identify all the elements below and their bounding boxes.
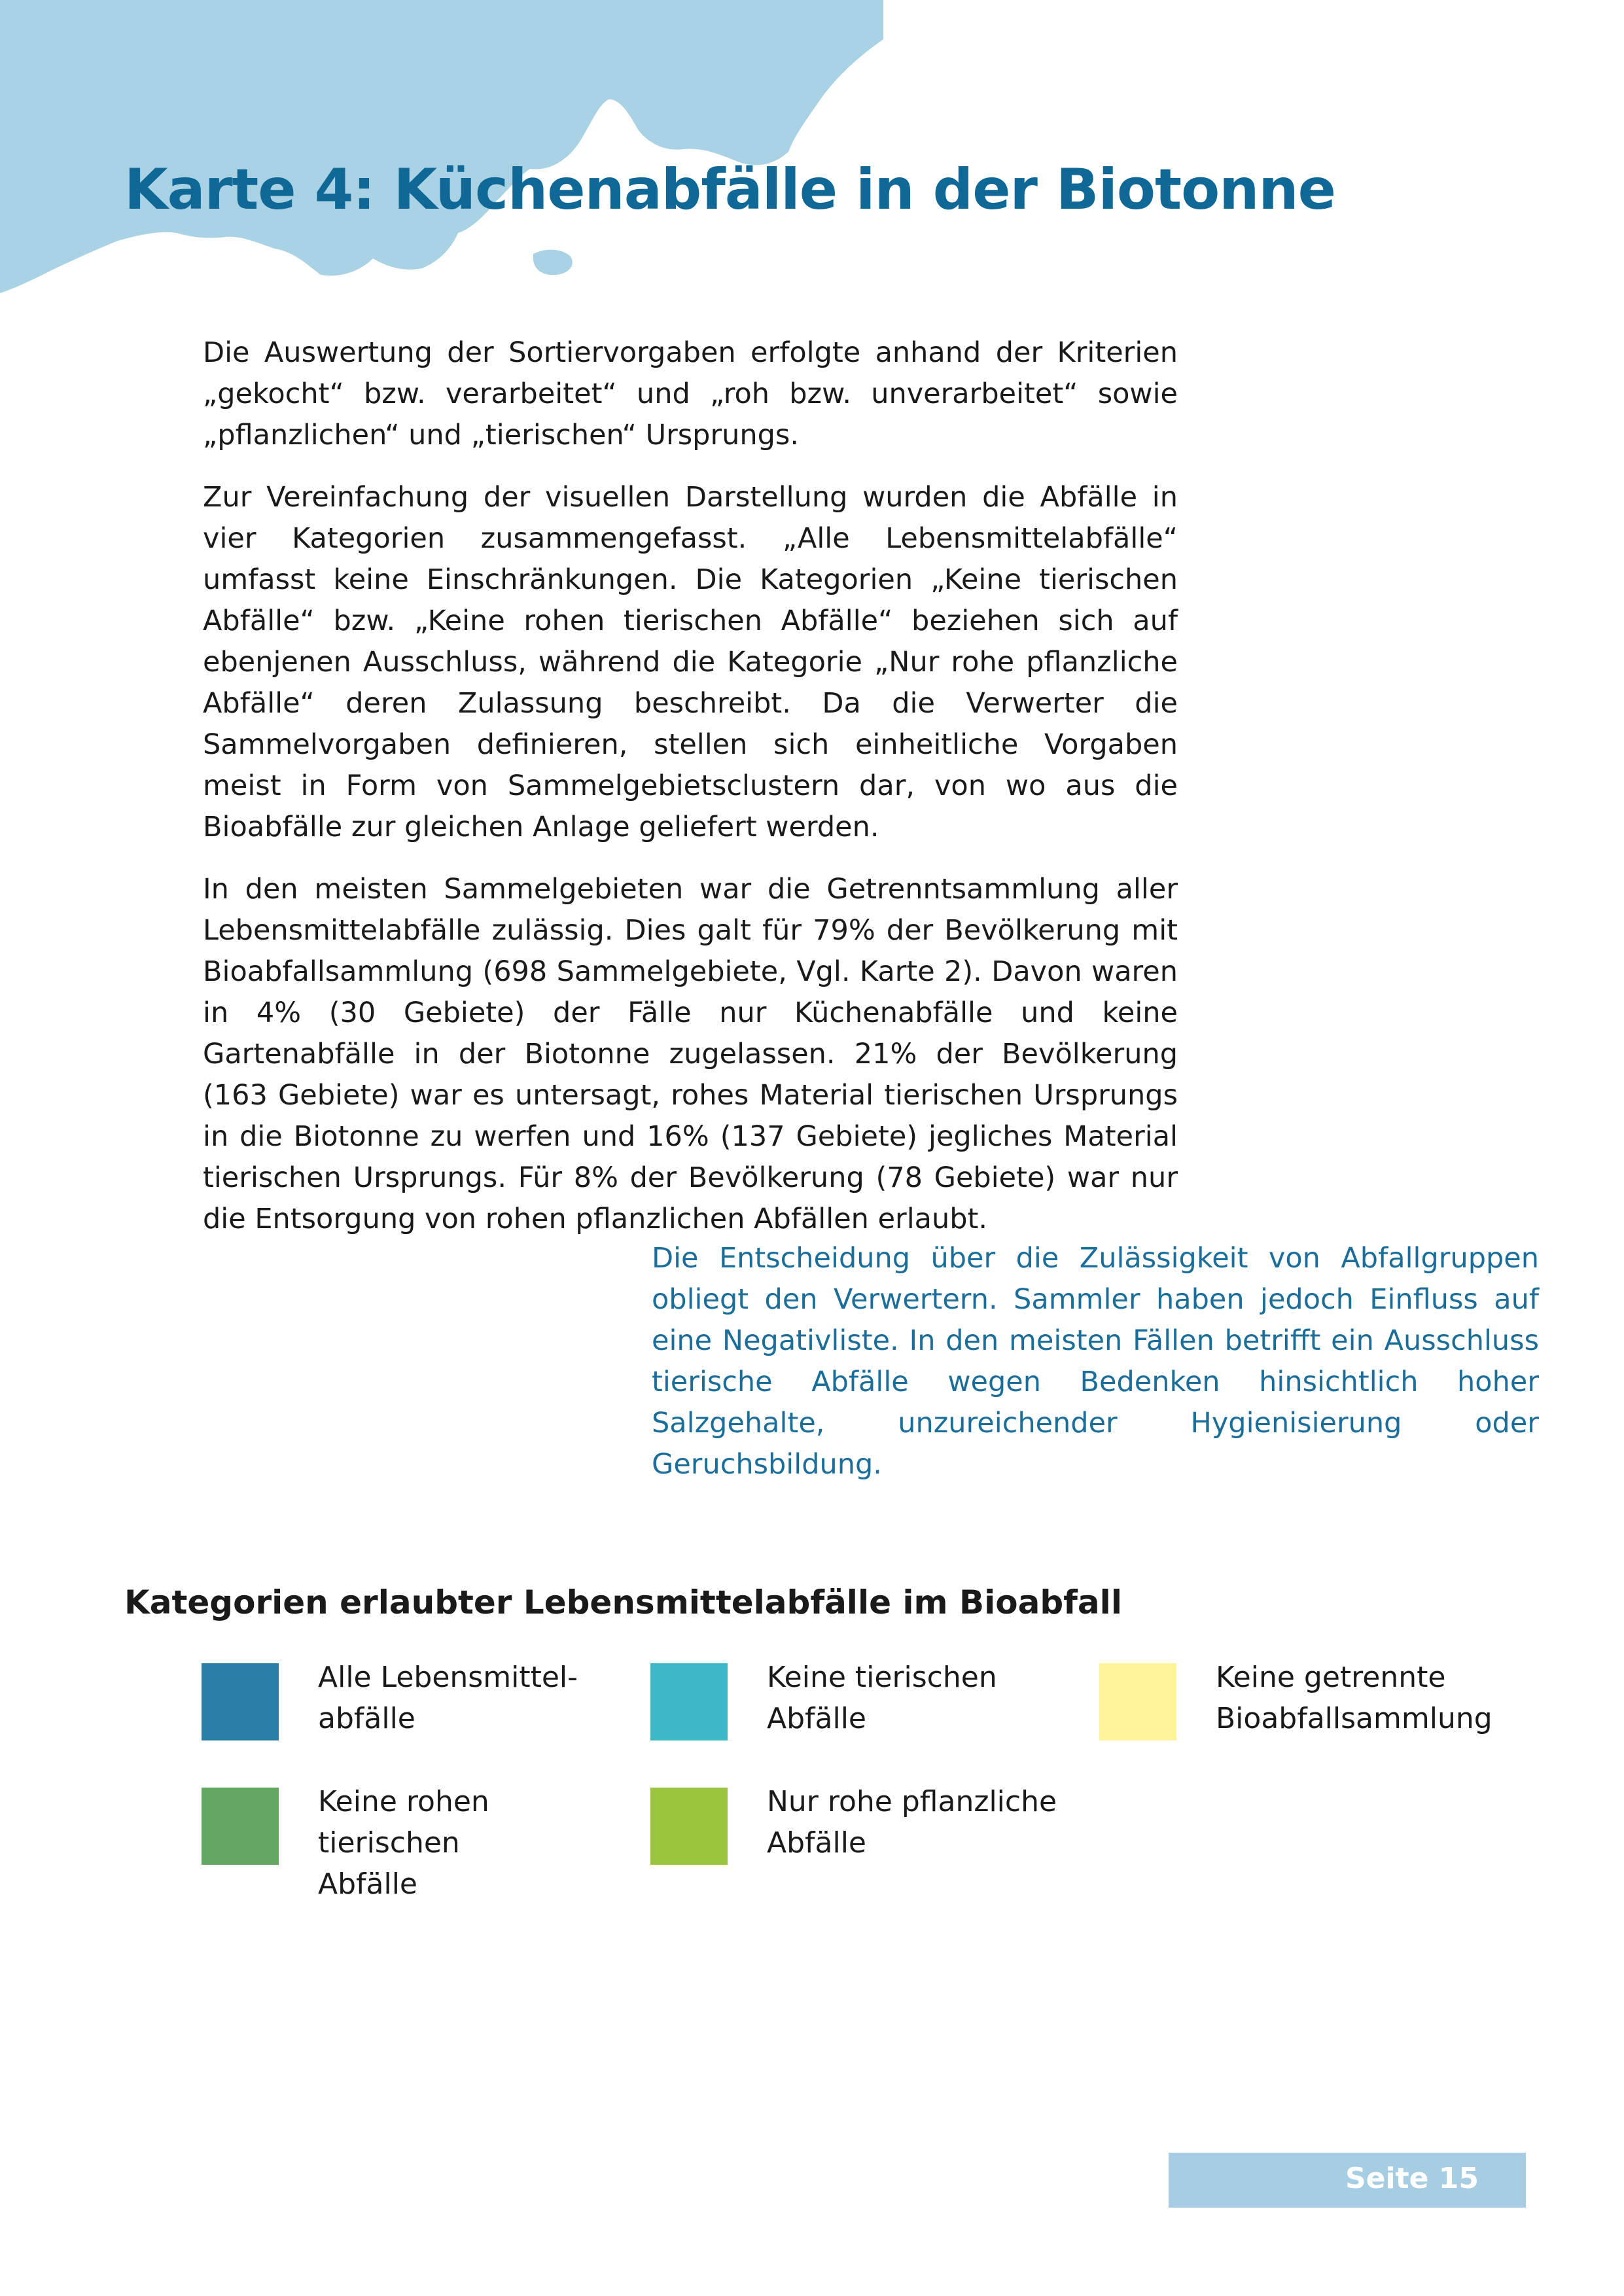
- legend: [202, 1662, 1549, 1924]
- legend-label-no-collection: Keine getrennte Bioabfallsammlung: [1216, 1661, 1492, 1735]
- page-title: Karte 4: Küchenabfälle in der Biotonne: [124, 157, 1335, 222]
- legend-swatch-no-animal: [650, 1663, 728, 1740]
- legend-item-no-collection: [1099, 1662, 1531, 1760]
- legend-label-all: Alle Lebensmittel- abfälle: [318, 1661, 578, 1735]
- legend-swatch-no-collection: [1099, 1663, 1176, 1740]
- legend-label-no-animal: Keine tierischen Abfälle: [767, 1661, 997, 1735]
- island-shape: [533, 250, 573, 275]
- legend-swatch-raw-plant-only: [650, 1788, 728, 1865]
- sea-area: [0, 0, 883, 293]
- legend-item-no-raw-animal: [202, 1785, 633, 1901]
- paragraph-criteria: Die Auswertung der Sortiervorgaben erfolgte anhand der Kriterien „gekocht“ bzw. verarbeitet“ und „roh bzw. unverarbeitet“ sowie „pflanzlichen“ und „tierischen“ Ursprungs.: [203, 336, 1178, 451]
- body-text: [203, 332, 1178, 1261]
- paragraph-categories: Zur Vereinfachung der visuellen Darstellung wurden die Abfälle in vier Kategorien zusammengefasst. „Alle Lebensmittelabfälle“ umfasst keine Einschränkungen. Die Kategorien „Keine tierischen Abfälle“ bzw. „Keine rohen tierischen Abfälle“ beziehen sich auf ebenjenen Ausschluss, während die Kategorie „Nur rohe pflanzliche Abfälle“ deren Zulassung beschreibt. Da die Verwerter die Sammelvorgaben definieren, stellen sich einheitliche Vorgaben meist in Form von Sammelgebietsclustern dar, von wo aus die Bioabfälle zur gleichen Anlage geliefert werden.: [203, 481, 1178, 843]
- legend-swatch-all: [202, 1663, 279, 1740]
- legend-item-no-animal: [650, 1662, 1082, 1760]
- callout-text: Die Entscheidung über die Zulässigkeit von Abfallgruppen obliegt den Verwertern. Sammler haben jedoch Einfluss auf eine Negativliste. In den meisten Fällen betrifft ein Ausschluss tierische Abfälle wegen Bedenken hinsichtlich hoher Salzgehalte, unzureichender Hygienisierung oder Geruchsbildung.: [652, 1242, 1539, 1481]
- legend-label-raw-plant-only: Nur rohe pflanzliche Abfälle: [767, 1785, 1057, 1860]
- page-number: Seite 15: [1345, 2162, 1479, 2195]
- page-number-band: [1169, 2153, 1526, 2208]
- legend-title: Kategorien erlaubter Lebensmittelabfälle im Bioabfall: [124, 1583, 1122, 1621]
- legend-item-all: [202, 1662, 633, 1760]
- legend-swatch-no-raw-animal: [202, 1788, 279, 1865]
- legend-item-raw-plant-only: [650, 1786, 1082, 1884]
- paragraph-statistics: In den meisten Sammelgebieten war die Getrenntsammlung aller Lebensmittelabfälle zulässig. Dies galt für 79% der Bevölkerung mit Bioabfallsammlung (698 Sammelgebiete, Vgl. Karte 2). Davon waren in 4% (30 Gebiete) der Fälle nur Küchenabfälle und keine Gartenabfälle in der Biotonne zugelassen. 21% der Bevölkerung (163 Gebiete) war es untersagt, rohes Material tierischen Ursprungs in die Biotonne zu werfen und 16% (137 Gebiete) jegliches Material tierischen Ursprungs. Für 8% der Bevölkerung (78 Gebiete) war nur die Entsorgung von rohen pflanzlichen Abfällen erlaubt.: [203, 873, 1178, 1235]
- legend-label-no-raw-animal: Keine rohen tierischen Abfälle: [318, 1785, 489, 1901]
